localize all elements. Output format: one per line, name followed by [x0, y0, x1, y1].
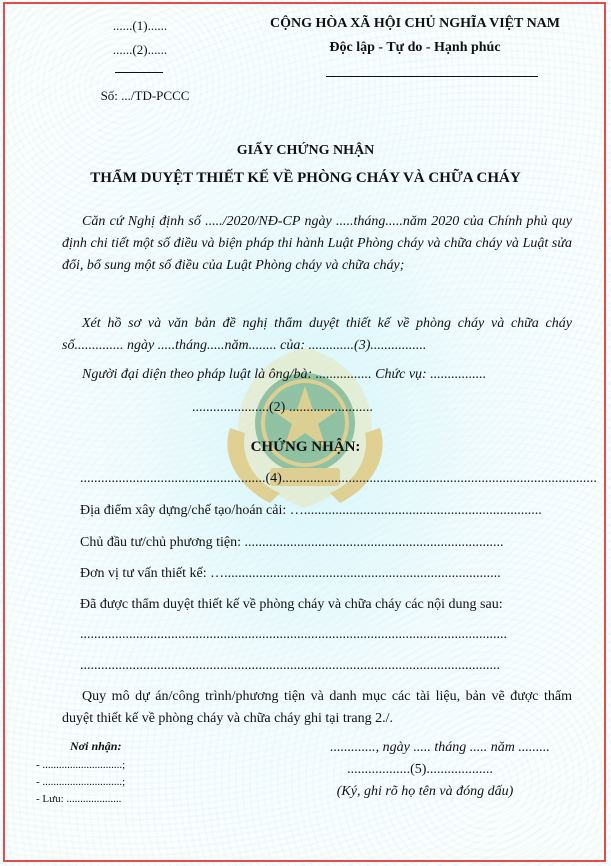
certificate-subtitle: THẨM DUYỆT THIẾT KẾ VỀ PHÒNG CHÁY VÀ CHỮA CHÁY [90, 170, 521, 186]
design-consultant-field: Đơn vị tư vấn thiết kế: …............................................................................... [80, 566, 501, 581]
approved-contents-label: Đã được thẩm duyệt thiết kế về phòng cháy và chữa cháy các nội dung sau: [80, 597, 503, 612]
approved-contents-blank-1: .......................................................................................................................... [80, 627, 507, 642]
project-owner-field: Chủ đầu tư/chủ phương tiện: .......................................................................... [80, 535, 504, 550]
header-right-rule [326, 76, 538, 77]
recipients-heading: Nơi nhận: [70, 739, 122, 753]
header-left-rule [115, 72, 163, 73]
country-name: CỘNG HÒA XÃ HỘI CHỦ NGHĨA VIỆT NAM [269, 16, 560, 31]
construction-location-field: Địa điểm xây dựng/chế tạo/hoán cải: ….................................................................... [80, 503, 542, 518]
document-number: Số: .../TD-PCCC [100, 88, 190, 103]
dossier-review-paragraph: Xét hồ sơ và văn bản đề nghị thẩm duyệt thiết kế về phòng cháy và chữa cháy số.............. ngày .....tháng.....năm........ của: .............(3)................ [62, 316, 572, 353]
issuing-authority-line-1: ......(1)...... [112, 18, 168, 33]
project-name-line: .....................................................(4).......................................................................................... [80, 471, 597, 486]
legal-basis-paragraph: Căn cứ Nghị định số ...../2020/NĐ-CP ngày .....tháng.....năm 2020 của Chính phủ quy định chi tiết một số điều và biện pháp thi hành Luật Phòng cháy và chữa cháy và Luật sửa đổi, bổ sung một số điều của Luật Phòng cháy và chữa cháy; [62, 214, 572, 273]
approved-contents-blank-2: ........................................................................................................................ [80, 658, 500, 673]
signature-note: (Ký, ghi rõ họ tên và đóng dấu) [336, 784, 514, 799]
scope-paragraph: Quy mô dự án/công trình/phương tiện và danh mục các tài liệu, bản vẽ được thẩm duyệt thiết kế về phòng cháy và chữa cháy ghi tại trang 2./. [62, 689, 572, 726]
national-motto: Độc lập - Tự do - Hạnh phúc [329, 40, 501, 55]
certificate-title: GIẤY CHỨNG NHẬN [236, 143, 375, 158]
recipient-item-2: - .............................; [36, 776, 126, 788]
certify-heading: CHỨNG NHẬN: [250, 439, 361, 455]
signing-date: ............., ngày ..... tháng ..... năm ......... [330, 740, 550, 755]
legal-representative-line: Người đại diện theo pháp luật là ông/bà: ................ Chức vụ: ................ [82, 367, 487, 382]
signer-placeholder: ..................(5)................... [347, 762, 493, 777]
issuing-authority-line-2: ......(2)...... [112, 42, 168, 57]
recipient-archive: - Lưu: .................... [36, 793, 122, 805]
authority-placeholder: ......................(2) ........................ [192, 400, 373, 415]
recipient-item-1: - .............................; [36, 759, 126, 771]
